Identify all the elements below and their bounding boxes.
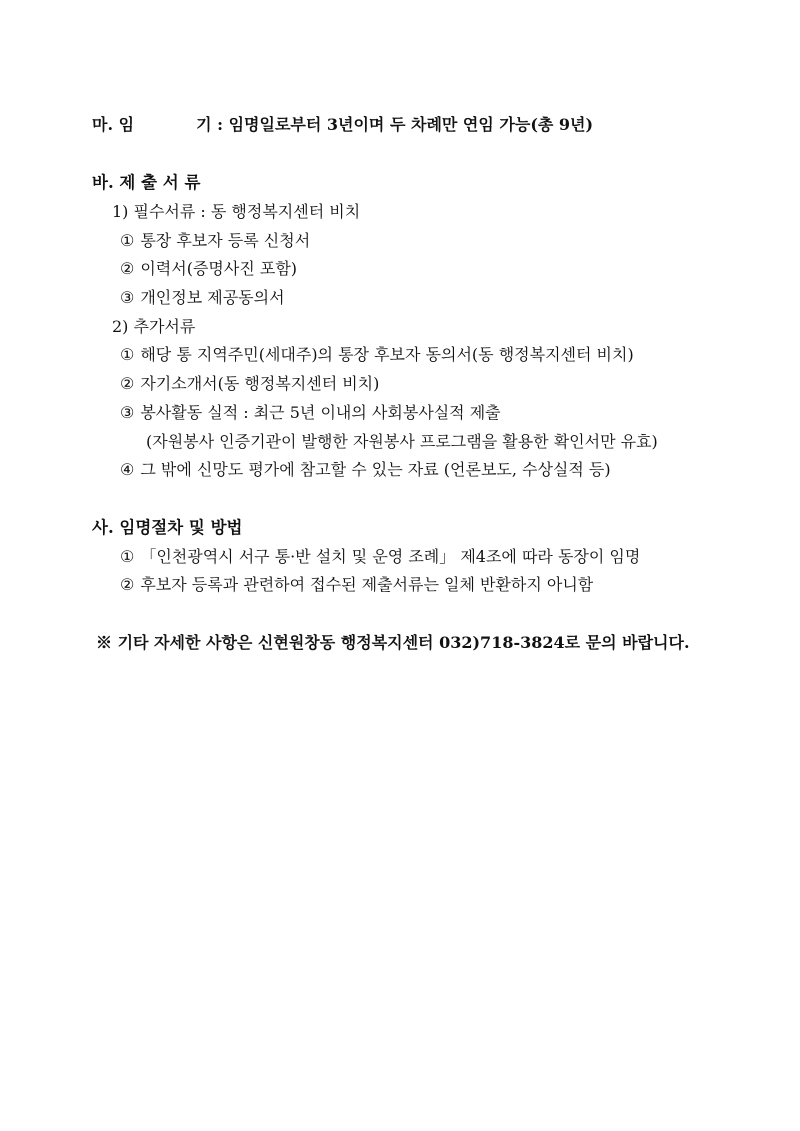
item-marker: ② bbox=[120, 259, 135, 278]
item-text: 봉사활동 실적 : 최근 5년 이내의 사회봉사실적 제출 bbox=[140, 403, 501, 422]
item-text: 개인정보 제공동의서 bbox=[140, 288, 285, 307]
item-marker: ③ bbox=[120, 288, 135, 307]
procedure-item bbox=[120, 574, 593, 596]
additional-doc-item bbox=[120, 344, 634, 366]
contact-note: ※ 기타 자세한 사항은 신현원창동 행정복지센터 032)718-3824로 문의 바랍니다. bbox=[96, 633, 690, 652]
item-text: 후보자 등록과 관련하여 접수된 제출서류는 일체 반환하지 아니함 bbox=[140, 575, 594, 594]
required-doc-item bbox=[120, 230, 310, 252]
additional-doc-item bbox=[120, 373, 379, 395]
item-marker: ① bbox=[120, 547, 135, 566]
additional-doc-item bbox=[120, 459, 611, 481]
term-label-end: 기 bbox=[196, 115, 212, 134]
term-label: 마. 임 bbox=[92, 115, 135, 134]
item-marker: ① bbox=[120, 345, 135, 364]
additional-docs-title: 2) 추가서류 bbox=[112, 317, 196, 336]
item-marker: ③ bbox=[120, 403, 135, 422]
required-doc-item bbox=[120, 258, 297, 280]
item-text: 「인천광역시 서구 통·반 설치 및 운영 조례」 제4조에 따라 동장이 임명 bbox=[140, 547, 641, 566]
item-marker: ② bbox=[120, 575, 135, 594]
term-line bbox=[92, 114, 593, 136]
procedure-item bbox=[120, 546, 640, 568]
item-marker: ④ bbox=[120, 460, 135, 479]
item-text: 자기소개서(동 행정복지센터 비치) bbox=[140, 374, 380, 393]
item-text: 이력서(증명사진 포함) bbox=[140, 259, 298, 278]
required-docs-title: 1) 필수서류 : 동 행정복지센터 비치 bbox=[112, 202, 361, 221]
additional-doc-note bbox=[146, 431, 658, 453]
item-text: 그 밖에 신망도 평가에 참고할 수 있는 자료 (언론보도, 수상실적 등) bbox=[140, 460, 611, 479]
item-text: (자원봉사 인증기관이 발행한 자원봉사 프로그램을 활용한 확인서만 유효) bbox=[146, 432, 658, 451]
additional-doc-item bbox=[120, 402, 501, 424]
item-text: 통장 후보자 등록 신청서 bbox=[140, 231, 311, 250]
item-text: 해당 통 지역주민(세대주)의 통장 후보자 동의서(동 행정복지센터 비치) bbox=[140, 345, 634, 364]
required-doc-item bbox=[120, 287, 285, 309]
procedure-heading: 사. 임명절차 및 방법 bbox=[92, 518, 243, 537]
item-marker: ② bbox=[120, 374, 135, 393]
term-text: : 임명일로부터 3년이며 두 차례만 연임 가능(총 9년) bbox=[217, 115, 594, 134]
documents-heading: 바. 제 출 서 류 bbox=[92, 173, 201, 192]
item-marker: ① bbox=[120, 231, 135, 250]
